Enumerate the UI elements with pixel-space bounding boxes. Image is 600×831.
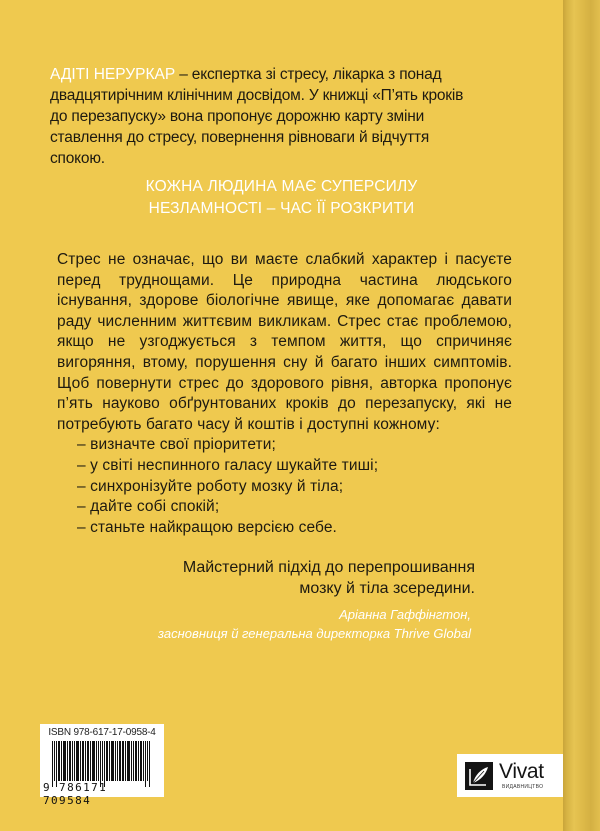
slogan-line-2: НЕЗЛАМНОСТІ – ЧАС ЇЇ РОЗКРИТИ	[148, 200, 415, 217]
book-spine	[563, 0, 600, 831]
steps-list	[57, 435, 512, 538]
isbn-barcode	[40, 724, 164, 807]
author-intro	[50, 64, 470, 169]
feather-logo-icon	[465, 762, 493, 790]
barcode-icon	[52, 741, 162, 785]
step-item: – визначте свої пріоритети;	[77, 436, 276, 454]
slogan	[0, 176, 563, 220]
slogan-line-1: КОЖНА ЛЮДИНА МАЄ СУПЕРСИЛУ	[145, 178, 418, 195]
step-item: – синхронізуйте роботу мозку й тіла;	[77, 477, 344, 495]
author-name: АДІТІ НЕРУРКАР	[50, 66, 176, 83]
quote-author-title: засновниця й генеральна директорка Thrive Global	[158, 626, 471, 641]
step-item: – у світі неспинного галасу шукайте тиші;	[77, 456, 379, 474]
quote-attribution	[51, 605, 471, 643]
isbn-digits: 9 786171 709584	[43, 781, 108, 807]
publisher-logo	[457, 754, 563, 797]
publisher-subtitle: ВИДАВНИЦТВО	[502, 784, 544, 790]
publisher-name: Vivat	[499, 760, 544, 783]
blurb-quote	[95, 557, 475, 599]
book-description	[57, 250, 512, 538]
quote-line-2: мозку й тіла зсередини.	[299, 580, 475, 597]
isbn-label: ISBN 978-617-17-0958-4	[48, 727, 156, 738]
step-item: – станьте найкращою версією себе.	[77, 518, 337, 536]
quote-line-1: Майстерний підхід до перепрошивання	[182, 559, 475, 576]
step-item: – дайте собі спокій;	[77, 498, 220, 516]
description-paragraph: Стрес не означає, що ви маєте слабкий характер і пасуєте перед труднощами. Це природна частина людського існування, здорове біологічне явище, яке допомагає давати раду численним життєвим викликам. Стрес стає проблемою, якщо не узгоджується з темпом життя, що спричиняє вигоряння, втому, порушення сну й багато інших симптомів. Щоб повернути стрес до здорового рівня, авторка пропонує п’ять науково обґрунтованих кроків до перезапуску, які не потребують багато часу й коштів і доступні кожному:	[57, 251, 512, 433]
author-intro-text: – експертка зі стресу, лікарка з понад двадцятирічним клінічним досвідом. У книжці «П’ять кроків до перезапуску» вона пропонує дорожню карту зміни ставлення до стресу, повернення рівноваги й відчуття спокою.	[50, 66, 464, 167]
quote-author: Аріанна Гаффінгтон,	[339, 607, 471, 622]
